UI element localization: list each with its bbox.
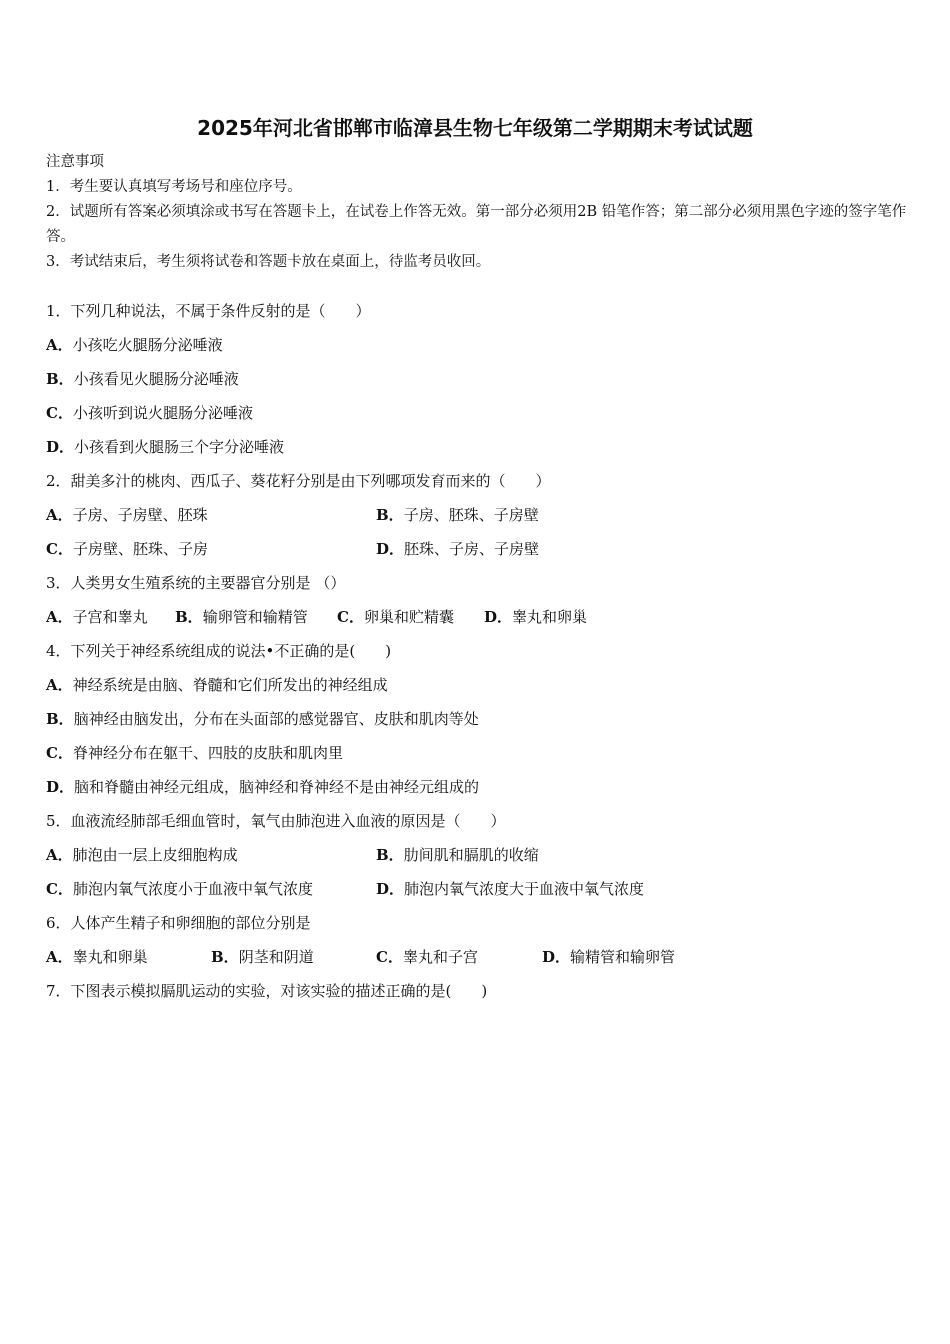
answer-option [211,946,314,967]
option-text: 肋间肌和膈肌的收缩 [403,846,539,864]
option-label: B． [211,948,239,966]
option-label: D． [46,438,75,456]
answer-option [46,334,223,355]
question-stem: 5．血液流经肺部毛细血管时，氧气由肺泡进入血液的原因是（ ） [46,812,506,830]
answer-option [337,606,454,627]
option-label: A． [46,608,73,626]
question-stem: 1．下列几种说法，不属于条件反射的是（ ） [46,302,371,320]
option-label: D． [542,948,571,966]
option-text: 小孩吃火腿肠分泌唾液 [72,336,223,354]
option-text: 脑和脊髓由神经元组成，脑神经和脊神经不是由神经元组成的 [74,778,480,796]
answer-option [46,368,239,389]
answer-option [46,708,479,729]
option-text: 脊神经分布在躯干、四肢的皮肤和肌肉里 [72,744,343,762]
notice-item: 1．考生要认真填写考场号和座位序号。 [46,179,302,195]
question-stem: 2．甜美多汁的桃肉、西瓜子、葵花籽分别是由下列哪项发育而来的（ ） [46,472,551,490]
answer-option [46,504,208,525]
option-label: A． [46,948,73,966]
option-label: B． [46,370,74,388]
option-text: 子宫和睾丸 [72,608,148,626]
option-text: 子房壁、胚珠、子房 [72,540,208,558]
option-label: C． [46,404,73,422]
option-label: B． [175,608,203,626]
option-label: C． [46,540,73,558]
option-text: 神经系统是由脑、脊髓和它们所发出的神经组成 [72,676,388,694]
option-label: D． [376,880,405,898]
notice-item: 2．试题所有答案必须填涂或书写在答题卡上，在试卷上作答无效。第一部分必须用2B 铅笔作答；第二部分必须用黑色字迹的签字笔作答。 [46,204,907,245]
notice-item: 3．考试结束后，考生须将试卷和答题卡放在桌面上，待监考员收回。 [46,254,491,270]
option-label: C． [46,880,73,898]
option-label: B． [376,506,404,524]
option-text: 睾丸和子宫 [402,948,478,966]
option-label: B． [46,710,74,728]
option-text: 子房、子房壁、胚珠 [72,506,208,524]
option-text: 胚珠、子房、子房壁 [404,540,540,558]
answer-option [46,402,253,423]
option-text: 输卵管和输精管 [202,608,308,626]
option-label: C． [376,948,403,966]
answer-option [376,504,539,525]
option-label: B． [376,846,404,864]
question-stem: 6．人体产生精子和卵细胞的部位分别是 [46,914,311,932]
option-label: D． [46,778,75,796]
answer-option [175,606,308,627]
question-stem: 3．人类男女生殖系统的主要器官分别是 （） [46,574,346,592]
option-label: C． [46,744,73,762]
option-label: A． [46,676,73,694]
answer-option [46,674,388,695]
answer-option [484,606,587,627]
answer-option [46,946,148,967]
answer-option [46,742,343,763]
option-text: 阴茎和阴道 [238,948,314,966]
option-text: 肺泡由一层上皮细胞构成 [72,846,238,864]
answer-option [376,878,644,899]
option-text: 小孩看见火腿肠分泌唾液 [73,370,239,388]
option-text: 子房、胚珠、子房壁 [403,506,539,524]
option-label: D． [484,608,513,626]
answer-option [46,606,148,627]
answer-option [376,844,539,865]
question-stem: 7．下图表示模拟膈肌运动的实验，对该实验的描述正确的是( ) [46,982,488,1000]
answer-option [46,436,284,457]
option-text: 输精管和输卵管 [570,948,676,966]
question-stem: 4．下列关于神经系统组成的说法•不正确的是( ) [46,642,392,660]
answer-option [376,538,539,559]
notice-section [46,150,908,275]
answer-option [46,538,208,559]
option-text: 肺泡内氧气浓度小于血液中氧气浓度 [72,880,313,898]
option-label: C． [337,608,364,626]
option-text: 睾丸和卵巢 [512,608,588,626]
option-text: 脑神经由脑发出，分布在头面部的感觉器官、皮肤和肌肉等处 [73,710,479,728]
answer-option [46,844,238,865]
answer-option [376,946,478,967]
answer-option [46,878,313,899]
option-label: D． [376,540,405,558]
option-label: A． [46,846,73,864]
option-text: 卵巢和贮精囊 [363,608,454,626]
option-text: 小孩看到火腿肠三个字分泌唾液 [74,438,285,456]
option-text: 小孩听到说火腿肠分泌唾液 [72,404,253,422]
option-label: A． [46,336,73,354]
page-title: 2025年河北省邯郸市临漳县生物七年级第二学期期末考试试题 [197,116,753,140]
notice-heading: 注意事项 [46,154,104,170]
answer-option [46,776,479,797]
option-text: 睾丸和卵巢 [72,948,148,966]
answer-option [542,946,675,967]
option-label: A． [46,506,73,524]
option-text: 肺泡内氧气浓度大于血液中氧气浓度 [404,880,645,898]
